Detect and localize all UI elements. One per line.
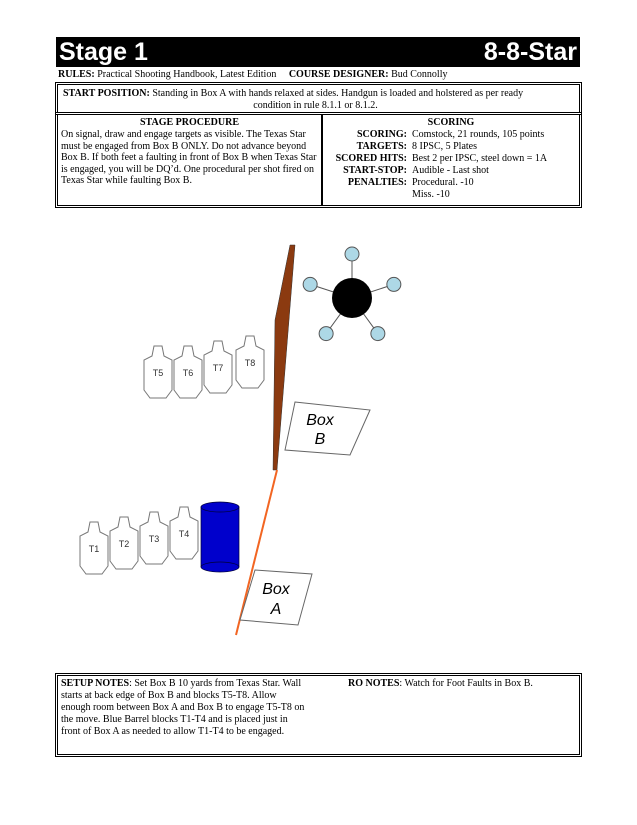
steel-plate <box>345 247 359 261</box>
miss-value: Miss. -10 <box>412 189 450 200</box>
ipsc-target-label: T6 <box>182 368 194 378</box>
ipsc-target <box>144 346 172 398</box>
box-b-label-line1: Box <box>306 412 334 429</box>
designer-label: COURSE DESIGNER: <box>288 69 389 80</box>
penalties-key: PENALTIES: <box>347 177 407 188</box>
star-hub <box>332 278 372 318</box>
texas-star <box>303 247 401 341</box>
setup-notes-label: SETUP NOTES <box>61 678 130 689</box>
scoring-key: SCORING: <box>356 129 407 140</box>
start-stop-key: START-STOP: <box>343 165 407 176</box>
scoring-value: Comstock, 21 rounds, 105 points <box>412 129 545 140</box>
ipsc-target-label: T2 <box>118 539 130 549</box>
stage-procedure-section <box>58 115 323 205</box>
ipsc-target-label: T5 <box>152 368 164 378</box>
ro-notes <box>348 678 533 690</box>
box-a-label-line2: A <box>270 601 282 618</box>
ipsc-target <box>170 507 198 559</box>
targets-key: TARGETS: <box>356 141 407 152</box>
steel-plate <box>319 327 333 341</box>
stage-procedure-text: On signal, draw and engage targets as visible. The Texas Star must be engaged from Box B ONLY. Do not advance beyond Box B. If both feet a faulting in front of Box B when Texas Star is engaged, you will be DQ’d. One procedural per shot fired on Texas Star while faulting Box B. <box>61 129 317 186</box>
scoring-title: SCORING <box>427 117 475 128</box>
targets-value: 8 IPSC, 5 Plates <box>412 141 478 152</box>
designer-value: Bud Connolly <box>391 69 448 80</box>
box-b-label-line2: B <box>314 431 326 448</box>
start-position-text-cont: condition in rule 8.1.1 or 8.1.2. <box>253 100 378 111</box>
ipsc-target <box>236 336 264 388</box>
ipsc-target-label: T3 <box>148 534 160 544</box>
steel-plate <box>371 327 385 341</box>
setup-notes-text: : Set Box B 10 yards from Texas Star. Wall starts at back edge of Box B and blocks T5-T8. Allow enough room between Box A and Box B to engage T5-T8 on the move. Blue Barrel blocks T1-T4 and is placed just in front of Box A as needed to allow T1-T4 to be engaged. <box>61 678 305 737</box>
ipsc-target-label: T7 <box>212 363 224 373</box>
start-position-box <box>57 84 580 113</box>
ipsc-target <box>140 512 168 564</box>
start-position-text: Standing in Box A with hands relaxed at sides. Handgun is loaded and holstered as per ready <box>152 88 524 99</box>
box-a-label-line1: Box <box>262 581 290 598</box>
blue-barrel <box>201 502 239 572</box>
setup-notes <box>61 678 306 738</box>
steel-plate <box>387 277 401 291</box>
stage-name: 8-8-Star <box>483 38 577 66</box>
notes-box <box>57 675 580 755</box>
rules-label: RULES: <box>58 69 95 80</box>
stage-procedure-title: STAGE PROCEDURE <box>140 117 239 128</box>
stage-diagram <box>0 220 637 660</box>
ipsc-target <box>110 517 138 569</box>
start-position-label: START POSITION: <box>63 88 150 99</box>
ro-notes-label: RO NOTES <box>348 678 400 689</box>
scoring-section <box>323 115 579 205</box>
start-stop-value: Audible - Last shot <box>412 165 489 176</box>
scored-hits-key: SCORED HITS: <box>335 153 407 164</box>
ipsc-target-label: T8 <box>244 358 256 368</box>
rules-line <box>58 69 447 80</box>
penalties-value: Procedural. -10 <box>412 177 474 188</box>
procedure-scoring-box <box>57 114 580 206</box>
ipsc-target-label: T4 <box>178 529 190 539</box>
ro-notes-text: : Watch for Foot Faults in Box B. <box>399 678 533 689</box>
ipsc-target-label: T1 <box>88 544 100 554</box>
stage-number: Stage 1 <box>59 38 148 66</box>
ipsc-target <box>80 522 108 574</box>
steel-plate <box>303 277 317 291</box>
ipsc-target <box>174 346 202 398</box>
stage-header <box>56 37 580 67</box>
scored-hits-value: Best 2 per IPSC, steel down = 1A <box>412 153 548 164</box>
rules-value: Practical Shooting Handbook, Latest Edition <box>97 69 277 80</box>
ipsc-target <box>204 341 232 393</box>
